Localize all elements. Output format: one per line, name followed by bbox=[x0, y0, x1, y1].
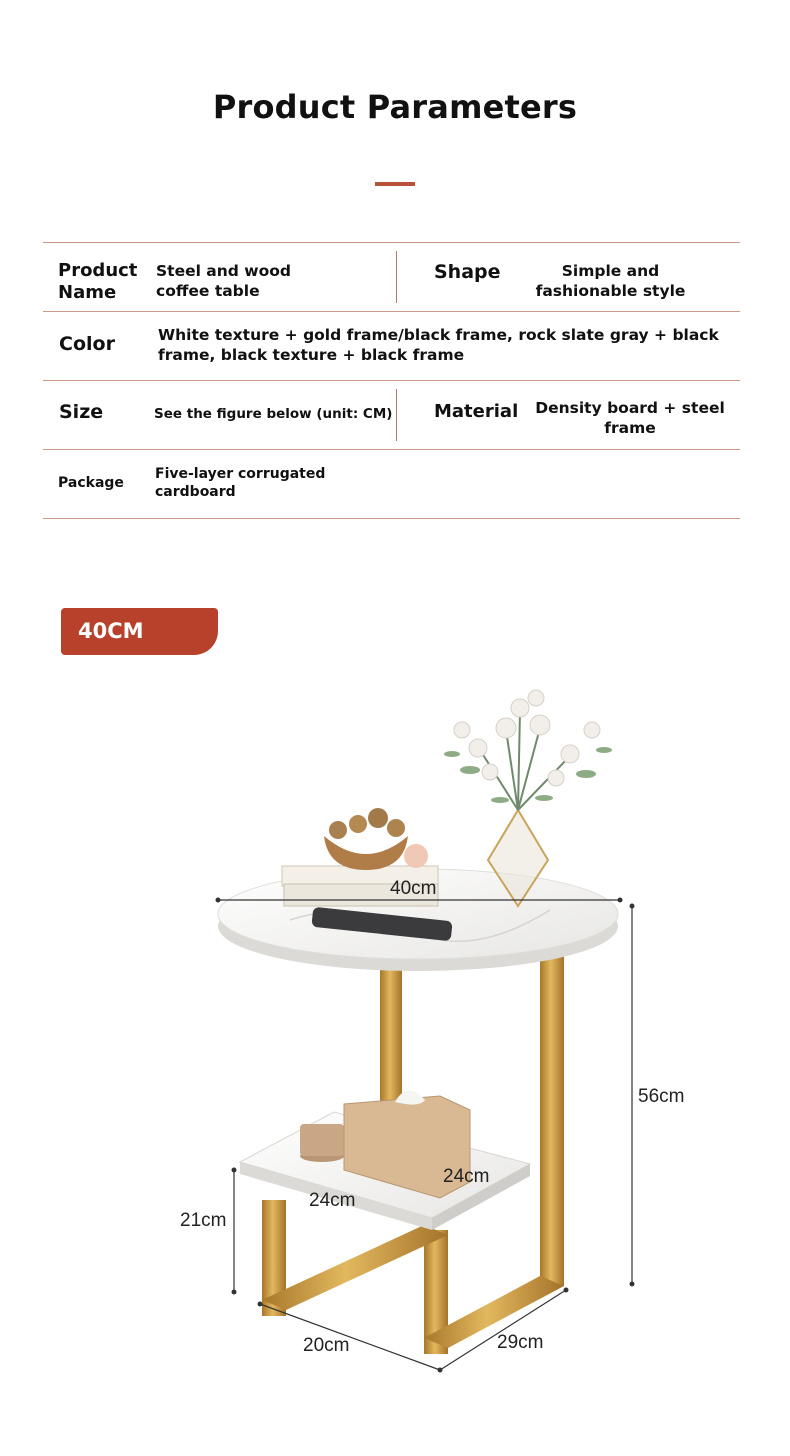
base-depth-label: 29cm bbox=[497, 1332, 544, 1353]
product-name-value-line1: Steel and wood bbox=[156, 262, 292, 280]
dimension-end bbox=[564, 1288, 569, 1293]
product-dimension-figure bbox=[0, 670, 790, 1390]
param-row-color bbox=[43, 311, 740, 380]
dimension-end bbox=[630, 1282, 635, 1287]
size-label: Size bbox=[59, 401, 104, 423]
color-value-line1: White texture + gold frame/black frame, rock slate gray + black bbox=[158, 326, 719, 344]
size-badge: 40CM bbox=[61, 608, 218, 655]
column-divider bbox=[396, 251, 397, 303]
dimension-end bbox=[232, 1168, 237, 1173]
dimension-end bbox=[232, 1290, 237, 1295]
product-name-value bbox=[156, 261, 291, 301]
base-bar-left bbox=[262, 1225, 448, 1310]
decor-ball bbox=[404, 844, 428, 868]
color-label: Color bbox=[59, 333, 115, 355]
dimension-end bbox=[438, 1368, 443, 1373]
param-row-size bbox=[43, 380, 740, 449]
material-label: Material bbox=[434, 401, 519, 422]
material-value-line1: Density board + steel bbox=[535, 399, 725, 417]
product-name-label-line2: Name bbox=[58, 282, 117, 303]
parameter-table bbox=[43, 242, 740, 519]
dimension-end bbox=[216, 898, 221, 903]
table-leg-back bbox=[380, 960, 402, 1120]
walnut bbox=[329, 821, 347, 839]
package-value bbox=[155, 465, 325, 501]
column-divider bbox=[396, 389, 397, 441]
package-value-line1: Five-layer corrugated bbox=[155, 466, 326, 482]
walnut bbox=[368, 808, 388, 828]
top-diameter-label: 40cm bbox=[390, 878, 437, 899]
shape-value-line1: Simple and bbox=[561, 262, 660, 280]
param-row-package bbox=[43, 449, 740, 519]
product-name-label bbox=[58, 260, 137, 304]
product-name-value-line2: coffee table bbox=[156, 282, 260, 300]
shape-value bbox=[523, 261, 698, 301]
size-value: See the figure below (unit: CM) bbox=[154, 406, 393, 422]
table-illustration bbox=[0, 670, 790, 1390]
param-row-product-name bbox=[43, 242, 740, 311]
shelf-width-label: 24cm bbox=[309, 1190, 356, 1211]
package-value-line2: cardboard bbox=[155, 484, 236, 500]
material-value-line2: frame bbox=[604, 419, 656, 437]
title-underline bbox=[375, 182, 415, 186]
walnut-bowl bbox=[324, 836, 408, 870]
shape-value-line2: fashionable style bbox=[535, 282, 686, 300]
package-label: Package bbox=[58, 475, 124, 491]
color-value-line2: frame, black texture + black frame bbox=[158, 346, 465, 364]
shelf-jar bbox=[300, 1124, 344, 1156]
base-width-label: 20cm bbox=[303, 1335, 350, 1356]
base-width-dimension-line bbox=[260, 1304, 440, 1370]
product-name-label-line1: Product bbox=[58, 260, 138, 281]
table-leg-right bbox=[540, 952, 564, 1286]
flower-stems bbox=[480, 710, 570, 810]
dimension-end bbox=[258, 1302, 263, 1307]
walnut bbox=[349, 815, 367, 833]
walnut bbox=[387, 819, 405, 837]
page-title: Product Parameters bbox=[212, 88, 578, 126]
color-value bbox=[158, 325, 719, 365]
shelf-height-label: 21cm bbox=[180, 1210, 227, 1231]
total-height-label: 56cm bbox=[638, 1086, 685, 1107]
dimension-end bbox=[618, 898, 623, 903]
material-value bbox=[530, 398, 730, 438]
shelf-depth-label: 24cm bbox=[443, 1166, 490, 1187]
shape-label: Shape bbox=[434, 261, 501, 283]
dimension-end bbox=[630, 904, 635, 909]
